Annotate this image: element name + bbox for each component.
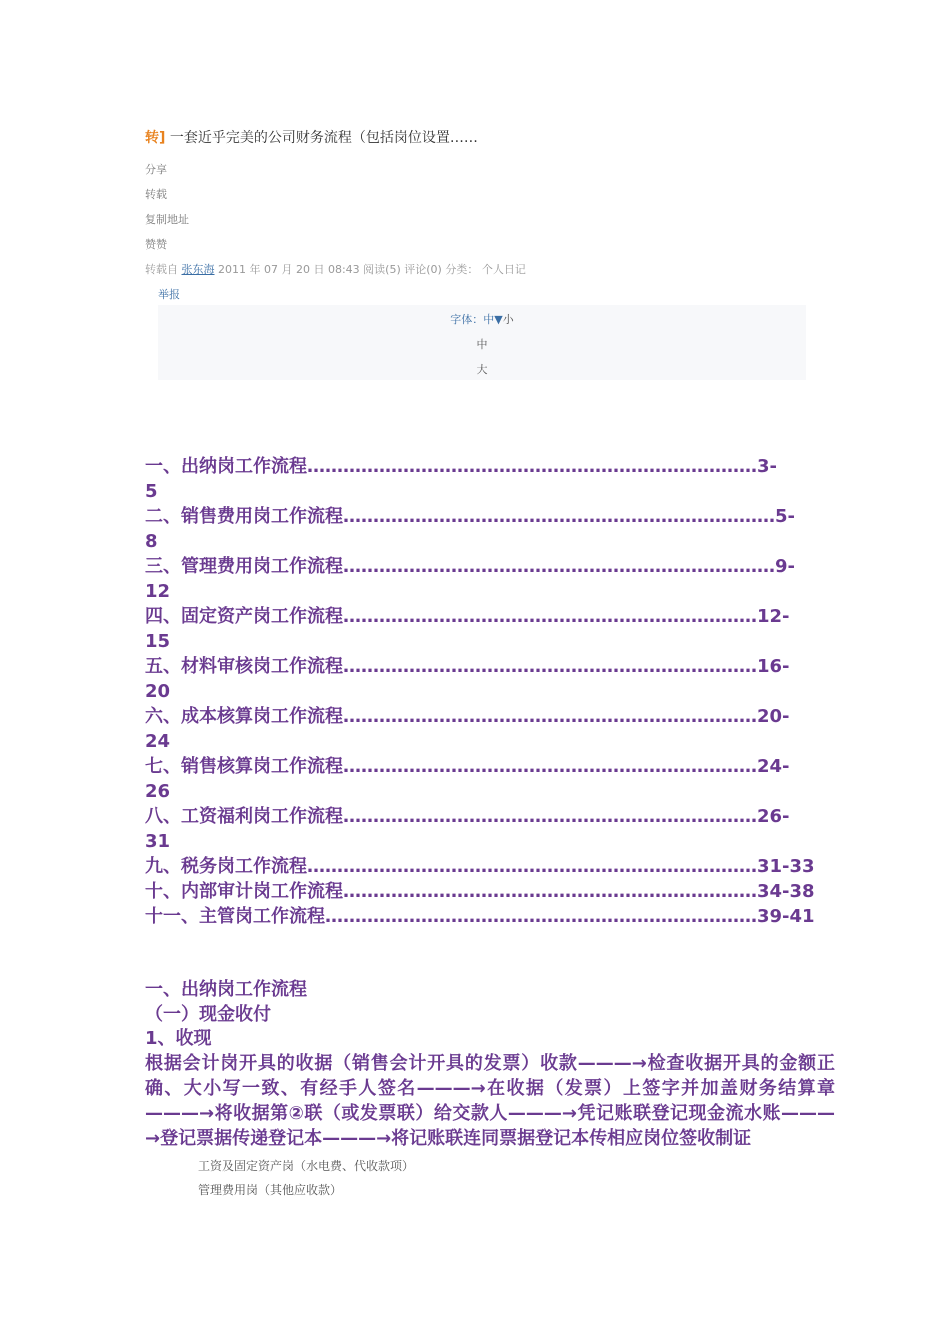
toc-entry[interactable]: 二、销售费用岗工作流程………………………………………………………………5- xyxy=(145,506,795,527)
font-size-label: 字体： xyxy=(450,313,484,326)
section-note: 工资及固定资产岗（水电费、代收款项） xyxy=(198,1159,415,1173)
toc-entry-page: 15 xyxy=(145,631,171,652)
toc-entry[interactable]: 六、成本核算岗工作流程……………………………………………………………20- xyxy=(145,706,790,727)
font-size-small[interactable]: 小 xyxy=(502,313,514,326)
post-title-text: 一套近乎完美的公司财务流程（包括岗位设置…… xyxy=(169,130,478,146)
toc-entry-page: 12 xyxy=(145,581,171,602)
toc-entry[interactable]: 一、出纳岗工作流程…………………………………………………………………3- xyxy=(145,456,777,477)
toc-entry[interactable]: 十、内部审计岗工作流程……………………………………………………………34-38 xyxy=(145,881,815,902)
like-link[interactable]: 赞赞 xyxy=(145,238,167,251)
font-size-medium[interactable]: 中 xyxy=(476,338,488,351)
toc-entry-page: 20 xyxy=(145,681,171,702)
toc-entry-page: 8 xyxy=(145,531,158,552)
section-item: 1、收现 xyxy=(145,1028,212,1049)
comment-count[interactable]: 评论(0) xyxy=(404,263,442,276)
section-subheading: （一）现金收付 xyxy=(145,1004,271,1025)
toc-entry[interactable]: 九、税务岗工作流程…………………………………………………………………31-33 xyxy=(145,856,815,877)
toc-entry[interactable]: 八、工资福利岗工作流程……………………………………………………………26- xyxy=(145,806,790,827)
toc-entry[interactable]: 五、材料审核岗工作流程……………………………………………………………16- xyxy=(145,656,790,677)
font-size-box xyxy=(158,305,806,380)
post-date: 2011 年 07 月 20 日 08:43 xyxy=(218,263,360,276)
toc-entry-page: 24 xyxy=(145,731,171,752)
font-size-dropdown[interactable]: 中▼ xyxy=(483,313,503,326)
toc-entry[interactable]: 四、固定资产岗工作流程……………………………………………………………12- xyxy=(145,606,790,627)
report-link[interactable]: 举报 xyxy=(158,288,180,301)
author-link[interactable]: 张东海 xyxy=(181,263,215,276)
section-paragraph: 根据会计岗开具的收据（销售会计开具的发票）收款———→检查收据开具的金额正确、大小写一致、有经手人签名———→在收据（发票）上签字并加盖财务结算章———→将收据第②联（或发票联）给交款人———→凭记账联登记现金流水账———→登记票据传递登记本———→将记账联连同票据登记本传相应岗位签收制证 xyxy=(145,1053,835,1149)
post-category: 分类： 个人日记 xyxy=(445,263,526,276)
font-size-control xyxy=(158,311,806,327)
section-note: 管理费用岗（其他应收款） xyxy=(198,1183,343,1197)
read-count: 阅读(5) xyxy=(363,263,401,276)
post-title[interactable] xyxy=(145,127,478,147)
share-link[interactable]: 分享 xyxy=(145,163,167,176)
toc-entry-page: 5 xyxy=(145,481,158,502)
font-size-large[interactable]: 大 xyxy=(476,363,488,376)
repost-tag: 转] xyxy=(145,130,166,146)
toc-entry-page: 26 xyxy=(145,781,171,802)
toc-entry[interactable]: 十一、主管岗工作流程………………………………………………………………39-41 xyxy=(145,906,815,927)
toc-entry[interactable]: 七、销售核算岗工作流程……………………………………………………………24- xyxy=(145,756,790,777)
table-of-contents xyxy=(145,454,835,929)
section-heading: 一、出纳岗工作流程 xyxy=(145,979,307,1000)
toc-entry[interactable]: 三、管理费用岗工作流程………………………………………………………………9- xyxy=(145,556,795,577)
copy-address-link[interactable]: 复制地址 xyxy=(145,213,189,226)
repost-link[interactable]: 转载 xyxy=(145,188,167,201)
toc-entry-page: 31 xyxy=(145,831,171,852)
meta-prefix: 转载自 xyxy=(145,263,178,276)
post-meta xyxy=(145,261,526,277)
